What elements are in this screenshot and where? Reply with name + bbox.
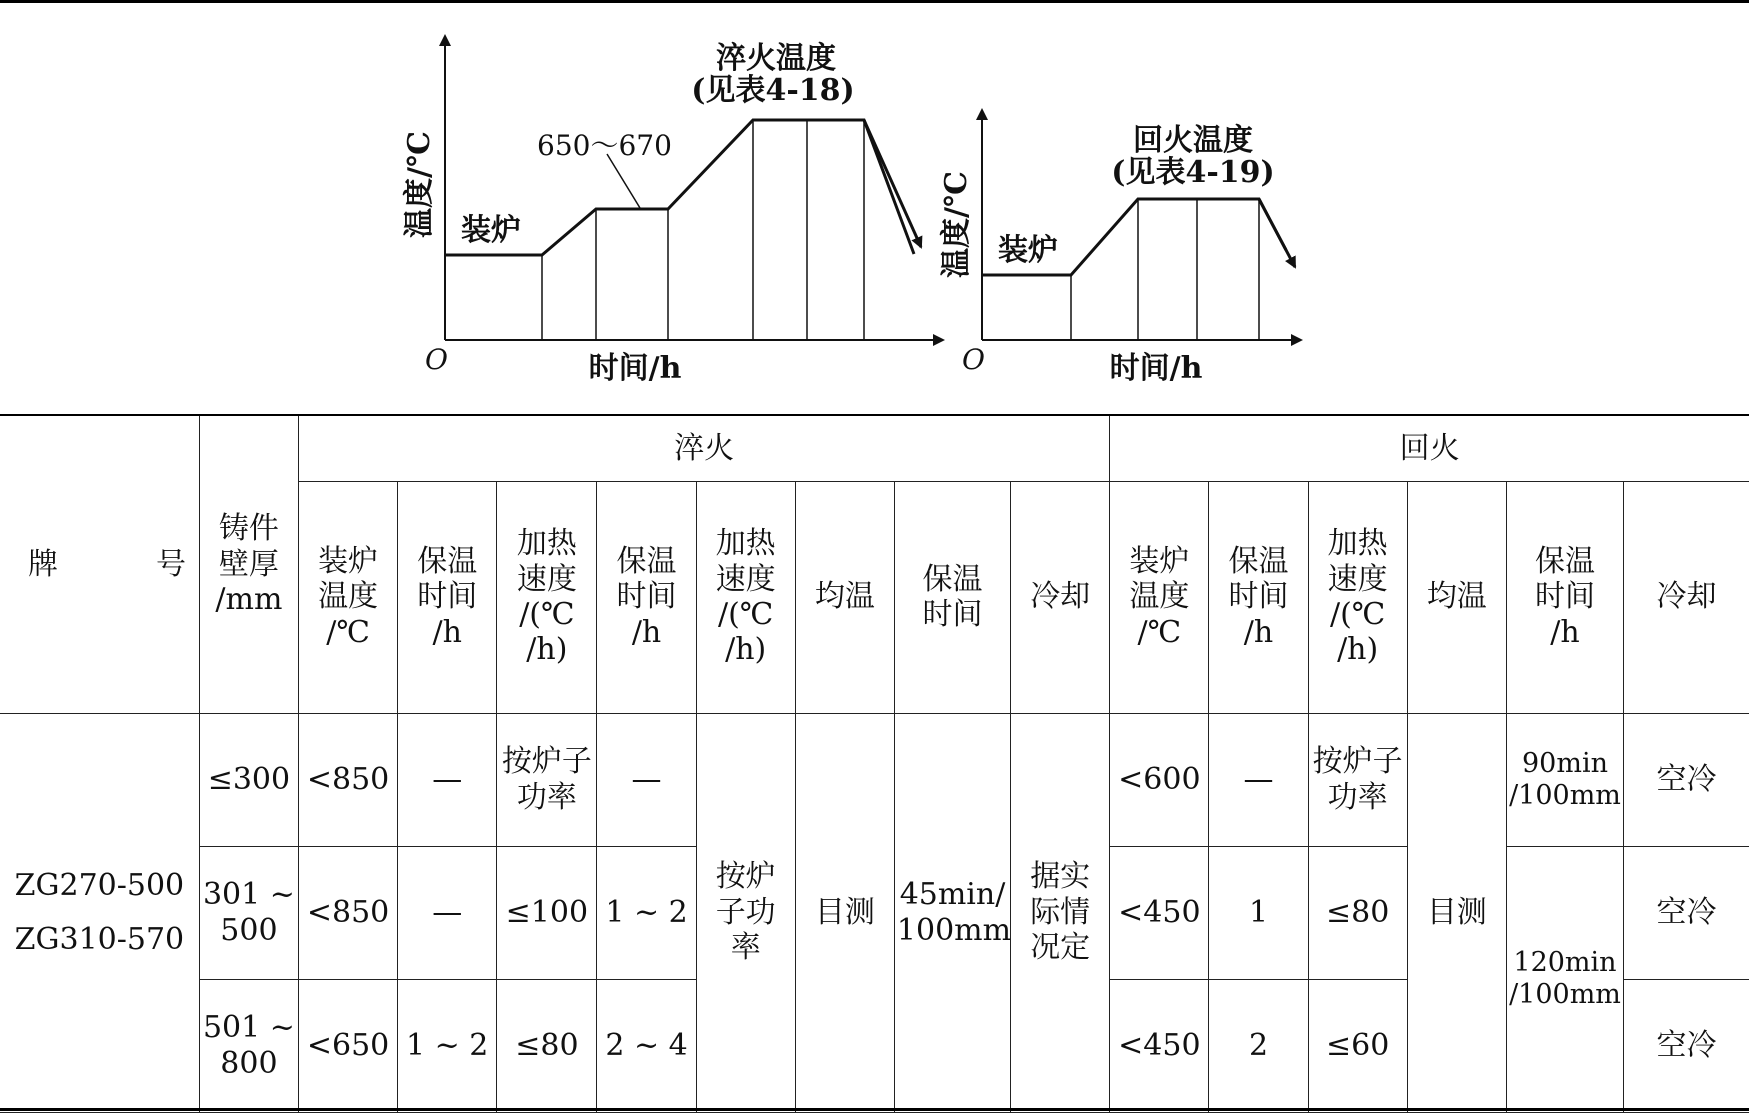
quench-x-axis-label: 时间/h bbox=[588, 351, 682, 386]
quench-y-axis-label: 温度/℃ bbox=[402, 131, 437, 238]
table-cell: — bbox=[398, 713, 497, 846]
preheat-leader-line bbox=[607, 154, 640, 208]
table-cell: 1 ~ 2 bbox=[597, 846, 696, 979]
temper-y-axis-label: 温度/℃ bbox=[939, 171, 974, 278]
table-cell: 空冷 bbox=[1624, 979, 1749, 1112]
table-cell: <850 bbox=[298, 846, 397, 979]
temper-temperature-title: 回火温度 bbox=[1133, 123, 1253, 158]
quench-hold-time-header: 保温 时间 /h bbox=[398, 481, 497, 713]
table-cell: 空冷 bbox=[1624, 846, 1749, 979]
temper-hold-time-2-header: 保温 时间 /h bbox=[1506, 481, 1623, 713]
table-cell: ≤300 bbox=[199, 713, 298, 846]
table-cell: — bbox=[398, 846, 497, 979]
table-cell: <650 bbox=[298, 979, 397, 1112]
quench-hold-time-2-header: 保温 时间 /h bbox=[597, 481, 696, 713]
quench-load-temp-header: 装炉 温度 /℃ bbox=[298, 481, 397, 713]
temper-soak-merged-cell: 目测 bbox=[1407, 713, 1506, 1112]
temper-curve-plot bbox=[939, 110, 1301, 386]
table-cell: ≤80 bbox=[497, 979, 597, 1112]
table-cell: 1 bbox=[1209, 846, 1308, 979]
table-cell: <450 bbox=[1110, 979, 1209, 1112]
table-cell: 2 bbox=[1209, 979, 1308, 1112]
steel-brand-cell: ZG270-500 ZG310-570 bbox=[0, 713, 199, 1112]
heat-treatment-process-diagram bbox=[395, 28, 1355, 388]
quench-cooling-arrow bbox=[864, 120, 921, 247]
table-cell: 按炉子 功率 bbox=[1308, 713, 1407, 846]
temper-load-temp-header: 装炉 温度 /℃ bbox=[1110, 481, 1209, 713]
thickness-header: 铸件 壁厚 /mm bbox=[199, 415, 298, 713]
quench-hold-merged-cell: 45min/ 100mm bbox=[894, 713, 1010, 1112]
quench-heating-rate-header: 加热 速度 /(℃ /h) bbox=[497, 481, 597, 713]
table-row bbox=[0, 713, 1749, 846]
quench-soak-header: 均温 bbox=[795, 481, 894, 713]
quench-soak-merged-cell: 目测 bbox=[795, 713, 894, 1112]
table-cell: — bbox=[1209, 713, 1308, 846]
quench-heating-rate-merged-cell: 按炉 子功 率 bbox=[696, 713, 795, 1112]
table-cell: <600 bbox=[1110, 713, 1209, 846]
temper-hold-time-header: 保温 时间 /h bbox=[1209, 481, 1308, 713]
quench-group-header: 淬火 bbox=[298, 415, 1109, 481]
table-cell: ≤60 bbox=[1308, 979, 1407, 1112]
table-cell: 501 ~ 800 bbox=[199, 979, 298, 1112]
quench-origin-label: O bbox=[425, 343, 448, 376]
temper-temperature-reference: (见表4-19) bbox=[1111, 155, 1275, 190]
bottom-rule bbox=[0, 1108, 1749, 1111]
heat-treatment-spec-table bbox=[0, 414, 1749, 1113]
temper-heating-rate-header: 加热 速度 /(℃ /h) bbox=[1308, 481, 1407, 713]
table-cell: 2 ~ 4 bbox=[597, 979, 696, 1112]
table-cell: 1 ~ 2 bbox=[398, 979, 497, 1112]
table-cell: — bbox=[597, 713, 696, 846]
temper-group-header: 回火 bbox=[1110, 415, 1749, 481]
table-cell: ≤80 bbox=[1308, 846, 1407, 979]
table-cell: 90min /100mm bbox=[1506, 713, 1623, 846]
table-cell: <450 bbox=[1110, 846, 1209, 979]
temper-hold-merged-cell: 120min /100mm bbox=[1506, 846, 1623, 1112]
quench-heating-rate-2-header: 加热 速度 /(℃ /h) bbox=[696, 481, 795, 713]
quench-curve-plot bbox=[402, 36, 943, 386]
temper-load-label: 装炉 bbox=[998, 233, 1058, 268]
quench-cooling-header: 冷却 bbox=[1011, 481, 1110, 713]
quench-cooling-merged-cell: 据实 际情 况定 bbox=[1011, 713, 1110, 1112]
brand-header: 牌 号 bbox=[0, 415, 199, 713]
temper-cooling-header: 冷却 bbox=[1624, 481, 1749, 713]
quench-load-label: 装炉 bbox=[461, 213, 521, 248]
temper-origin-label: O bbox=[962, 343, 985, 376]
quench-temperature-reference: (见表4-18) bbox=[691, 73, 855, 108]
temper-cooling-arrow bbox=[1259, 199, 1295, 267]
table-cell: <850 bbox=[298, 713, 397, 846]
top-rule bbox=[0, 0, 1749, 3]
table-cell: 空冷 bbox=[1624, 713, 1749, 846]
temper-soak-header: 均温 bbox=[1407, 481, 1506, 713]
table-cell: ≤100 bbox=[497, 846, 597, 979]
temper-x-axis-label: 时间/h bbox=[1109, 351, 1203, 386]
table-cell: 按炉子 功率 bbox=[497, 713, 597, 846]
table-cell: 301 ~ 500 bbox=[199, 846, 298, 979]
quench-hold-time-3-header: 保温 时间 bbox=[894, 481, 1010, 713]
table-header-row bbox=[0, 415, 1749, 481]
preheat-temperature-label: 650～670 bbox=[537, 129, 672, 162]
quench-temperature-title: 淬火温度 bbox=[716, 41, 836, 76]
